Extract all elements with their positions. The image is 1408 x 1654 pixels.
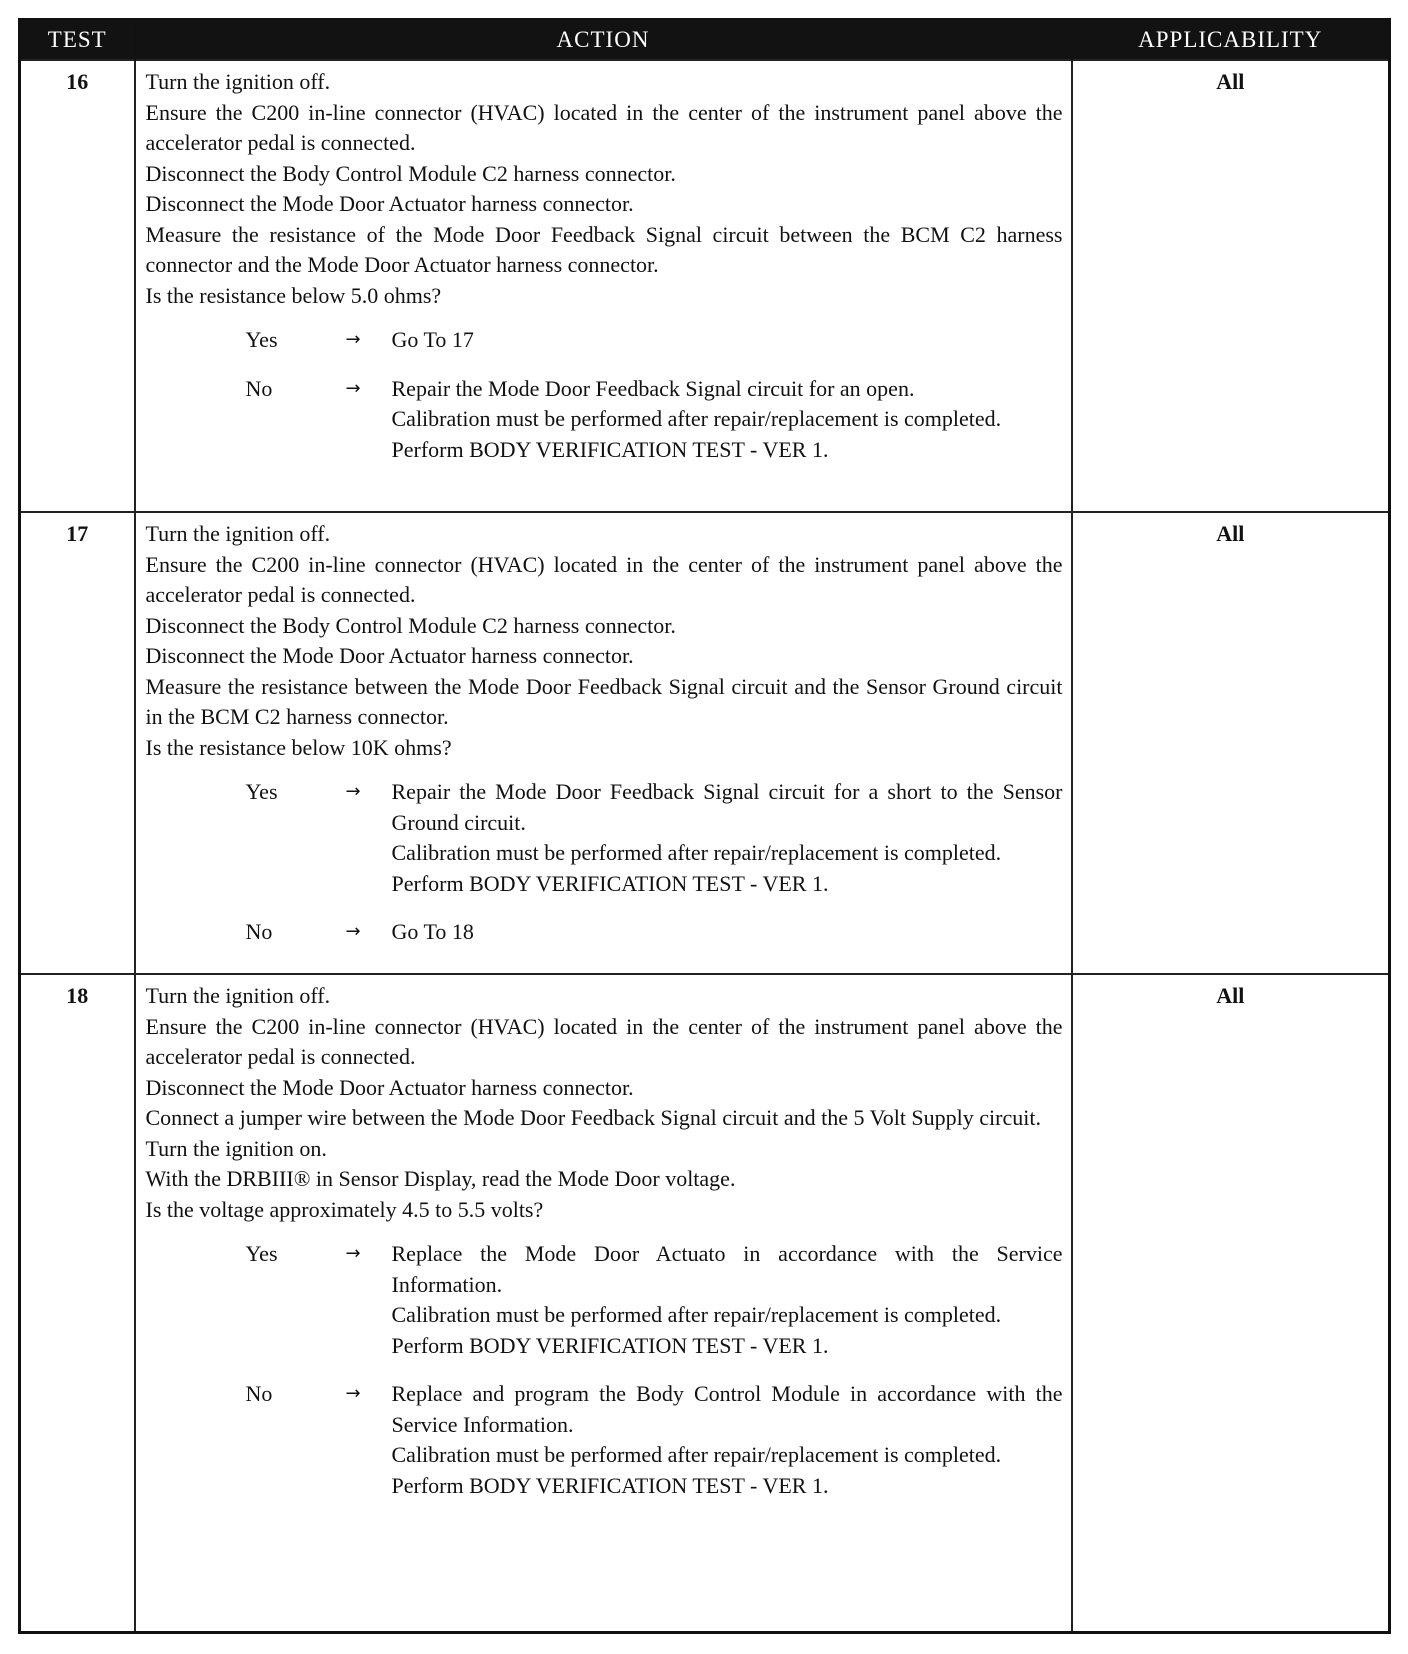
applicability-value: All — [1072, 512, 1390, 974]
no-result — [392, 374, 1063, 466]
table-header-row — [20, 20, 1390, 61]
yes-label: Yes — [245, 779, 278, 804]
action-step: Connect a jumper wire between the Mode Door Feedback Signal circuit and the 5 Volt Supply circuit. — [145, 1105, 1041, 1130]
action-step: Is the resistance below 10K ohms? — [145, 734, 452, 760]
action-step: Turn the ignition on. — [145, 1135, 327, 1161]
action-step: With the DRBIII® in Sensor Display, read the Mode Door voltage. — [145, 1166, 736, 1191]
no-branch — [146, 1379, 1063, 1501]
action-step: Measure the resistance of the Mode Door Feedback Signal circuit between the BCM C2 harness connector and the Mode Door Actuator harness connector. — [145, 221, 1063, 277]
action-step: Is the resistance below 5.0 ohms? — [145, 282, 442, 308]
arrow-right-icon: → — [345, 781, 361, 802]
result-line: Repair the Mode Door Feedback Signal circuit for an open. — [391, 375, 915, 401]
header-action: ACTION — [135, 20, 1072, 61]
result-line: Perform BODY VERIFICATION TEST - VER 1. — [391, 870, 829, 896]
no-label: No — [245, 1381, 273, 1406]
applicability-value: All — [1072, 974, 1390, 1633]
action-cell — [135, 512, 1072, 974]
test-number: 16 — [20, 60, 135, 512]
action-step: Disconnect the Body Control Module C2 harness connector. — [145, 160, 676, 186]
arrow-right-icon: → — [345, 921, 361, 942]
action-step: Turn the ignition off. — [145, 983, 331, 1008]
result-line: Replace the Mode Door Actuato in accordance with the Service Information. — [391, 1241, 1063, 1297]
yes-branch — [146, 325, 1063, 356]
no-label: No — [245, 375, 273, 401]
result-line: Calibration must be performed after repair/replacement is completed. — [391, 1302, 1002, 1327]
diagnostic-table — [18, 18, 1391, 1634]
result-line: Replace and program the Body Control Module in accordance with the Service Information. — [391, 1381, 1063, 1437]
table-row — [20, 512, 1390, 974]
table-row — [20, 60, 1390, 512]
no-result — [392, 1379, 1063, 1501]
no-result — [392, 917, 1063, 948]
action-cell — [135, 974, 1072, 1633]
yes-label: Yes — [245, 327, 278, 352]
action-cell — [135, 60, 1072, 512]
result-line: Go To 17 — [391, 327, 474, 352]
result-line: Repair the Mode Door Feedback Signal circuit for a short to the Sensor Ground circuit. — [391, 779, 1063, 835]
action-step: Ensure the C200 in-line connector (HVAC) located in the center of the instrument panel above the accelerator pedal is connected. — [145, 1013, 1063, 1069]
yes-branch — [146, 777, 1063, 899]
action-step: Turn the ignition off. — [145, 521, 331, 546]
header-test: TEST — [20, 20, 135, 61]
no-branch — [146, 917, 1063, 948]
result-line: Go To 18 — [391, 919, 474, 944]
diagnostic-test-sheet — [18, 18, 1388, 1634]
action-step: Disconnect the Mode Door Actuator harness connector. — [145, 1074, 634, 1100]
test-number: 17 — [20, 512, 135, 974]
action-step: Is the voltage approximately 4.5 to 5.5 volts? — [145, 1196, 544, 1222]
header-applicability: APPLICABILITY — [1072, 20, 1390, 61]
action-step: Disconnect the Mode Door Actuator harness connector. — [145, 643, 634, 668]
no-branch — [146, 374, 1063, 466]
action-step: Measure the resistance between the Mode Door Feedback Signal circuit and the Sensor Ground circuit in the BCM C2 harness connector. — [145, 673, 1063, 729]
action-step: Disconnect the Body Control Module C2 harness connector. — [145, 612, 676, 638]
result-line: Perform BODY VERIFICATION TEST - VER 1. — [391, 1472, 829, 1498]
test-number: 18 — [20, 974, 135, 1633]
arrow-right-icon: → — [345, 1383, 361, 1404]
action-step: Disconnect the Mode Door Actuator harness connector. — [145, 191, 634, 216]
action-step: Turn the ignition off. — [145, 69, 331, 94]
yes-result — [392, 1239, 1063, 1361]
result-line: Perform BODY VERIFICATION TEST - VER 1. — [391, 436, 829, 462]
yes-label: Yes — [245, 1241, 278, 1266]
arrow-right-icon: → — [345, 329, 361, 350]
result-line: Calibration must be performed after repair/replacement is completed. — [391, 840, 1002, 865]
arrow-right-icon: → — [345, 377, 361, 399]
yes-result — [392, 777, 1063, 899]
applicability-value: All — [1072, 60, 1390, 512]
table-row — [20, 974, 1390, 1633]
result-line: Calibration must be performed after repair/replacement is completed. — [391, 406, 1002, 431]
arrow-right-icon: → — [345, 1243, 361, 1264]
action-step: Ensure the C200 in-line connector (HVAC) located in the center of the instrument panel above the accelerator pedal is connected. — [145, 551, 1063, 607]
result-line: Calibration must be performed after repair/replacement is completed. — [391, 1442, 1002, 1467]
result-line: Perform BODY VERIFICATION TEST - VER 1. — [391, 1332, 829, 1358]
yes-branch — [146, 1239, 1063, 1361]
no-label: No — [245, 919, 273, 944]
action-step: Ensure the C200 in-line connector (HVAC) located in the center of the instrument panel above the accelerator pedal is connected. — [145, 99, 1063, 155]
yes-result — [392, 325, 1063, 356]
